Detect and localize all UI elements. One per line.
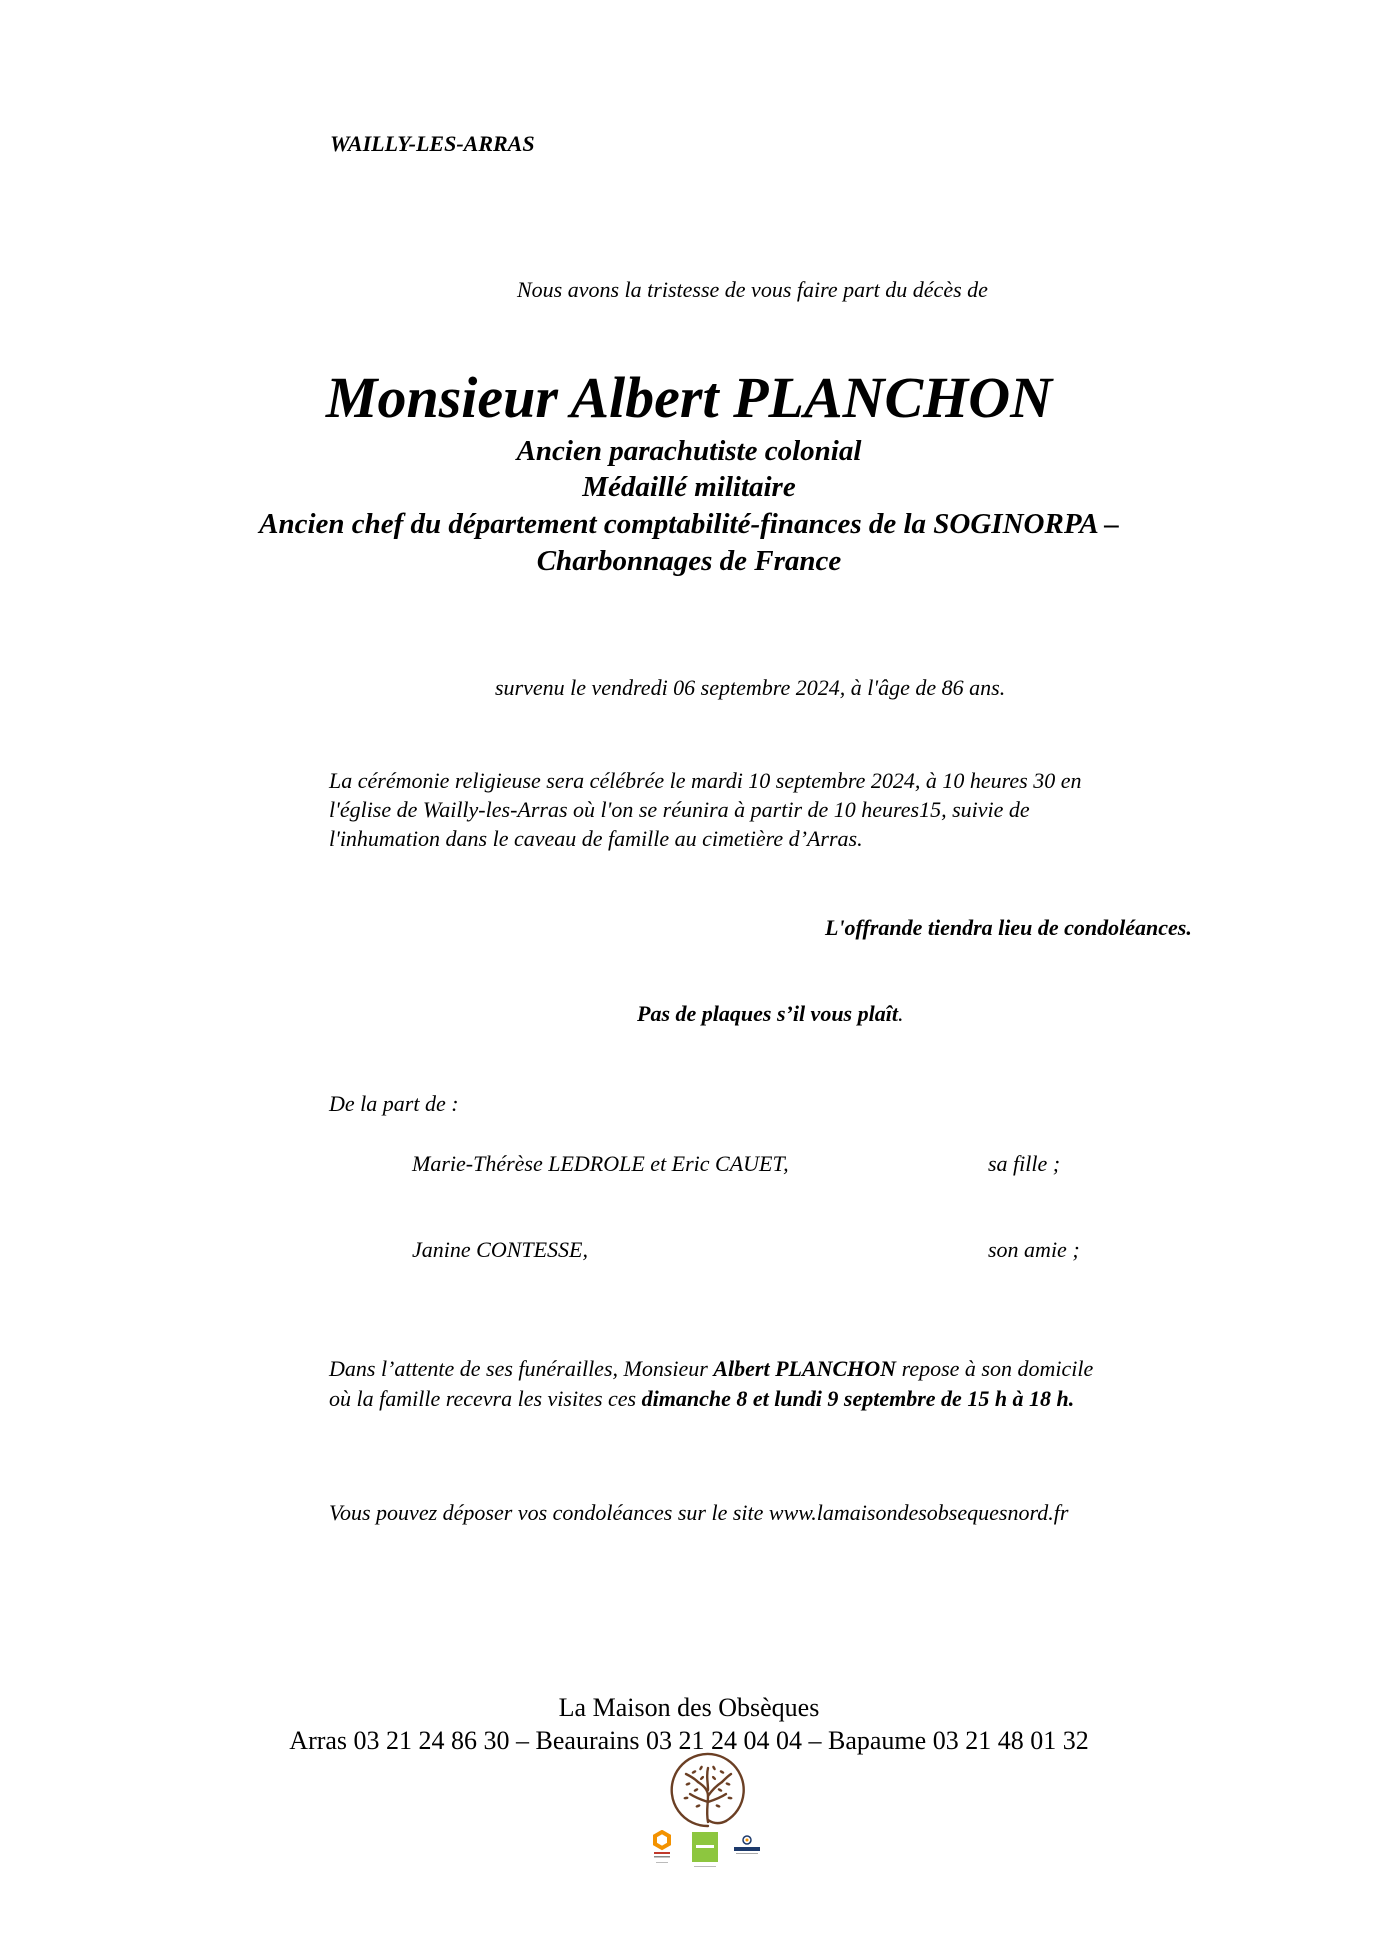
ceremony-line: l'église de Wailly-les-Arras où l'on se réunira à partir de 10 heures15, suivie de [329, 797, 1030, 822]
family-member-name: Marie-Thérèse LEDROLE et Eric CAUET, [412, 1151, 789, 1176]
visitation-line [329, 1384, 1093, 1414]
funeral-home-name: La Maison des Obsèques [558, 1693, 820, 1722]
visitation-name: Albert PLANCHON [713, 1356, 897, 1381]
family-member-relation: son amie ; [988, 1237, 1080, 1262]
visitation-paragraph [329, 1354, 1093, 1414]
ceremony-paragraph [329, 766, 1229, 853]
family-member-name: Janine CONTESSE, [412, 1237, 588, 1262]
harmonie-mutuelle-logo-icon [654, 1832, 670, 1863]
visitation-line [329, 1354, 1093, 1384]
family-heading: De la part de : [329, 1091, 459, 1116]
funeral-home-phones: Arras 03 21 24 86 30 – Beaurains 03 21 24 04 04 – Bapaume 03 21 48 01 32 [289, 1726, 1089, 1755]
distinction-line: Ancien parachutiste colonial [516, 435, 862, 467]
visitation-text: où la famille recevra les visites ces [329, 1386, 642, 1411]
no-plaques-notice [637, 1001, 903, 1027]
intro-text: Nous avons la tristesse de vous faire part du décès de [517, 277, 988, 302]
visitation-text: Dans l’attente de ses funérailles, Monsieur [329, 1356, 714, 1381]
condolences-website-text: Vous pouvez déposer vos condoléances sur le site www.lamaisondesobsequesnord.fr [329, 1500, 1069, 1525]
offrande-notice: L'offrande tiendra lieu de condoléances. [825, 915, 1192, 940]
ceremony-line: La cérémonie religieuse sera célébrée le mardi 10 septembre 2024, à 10 heures 30 en [329, 768, 1082, 793]
visitation-text: repose à son domicile [896, 1356, 1094, 1381]
tree-circle-logo-icon [668, 1750, 748, 1830]
distinction-line: Ancien chef du département comptabilité-finances de la SOGINORPA – [259, 508, 1119, 540]
distinction-line: Charbonnages de France [536, 545, 842, 577]
ceremony-line: l'inhumation dans le caveau de famille au cimetière d’Arras. [329, 826, 863, 851]
no-plaques-period: . [897, 1001, 904, 1026]
mutac-logo-icon [734, 1836, 760, 1854]
town-heading: WAILLY-LES-ARRAS [330, 131, 535, 156]
death-notice: survenu le vendredi 06 septembre 2024, à l'âge de 86 ans. [495, 675, 1006, 700]
no-plaques-text: Pas de plaques s’il vous plaît [637, 1001, 898, 1026]
partner-logos [652, 1830, 772, 1870]
distinction-line: Médaillé militaire [582, 471, 796, 503]
mgen-logo-icon [692, 1832, 718, 1867]
visitation-dates: dimanche 8 et lundi 9 septembre de 15 h à 18 h. [641, 1386, 1075, 1411]
family-member-relation: sa fille ; [988, 1151, 1061, 1176]
deceased-name: Monsieur Albert PLANCHON [325, 365, 1053, 430]
